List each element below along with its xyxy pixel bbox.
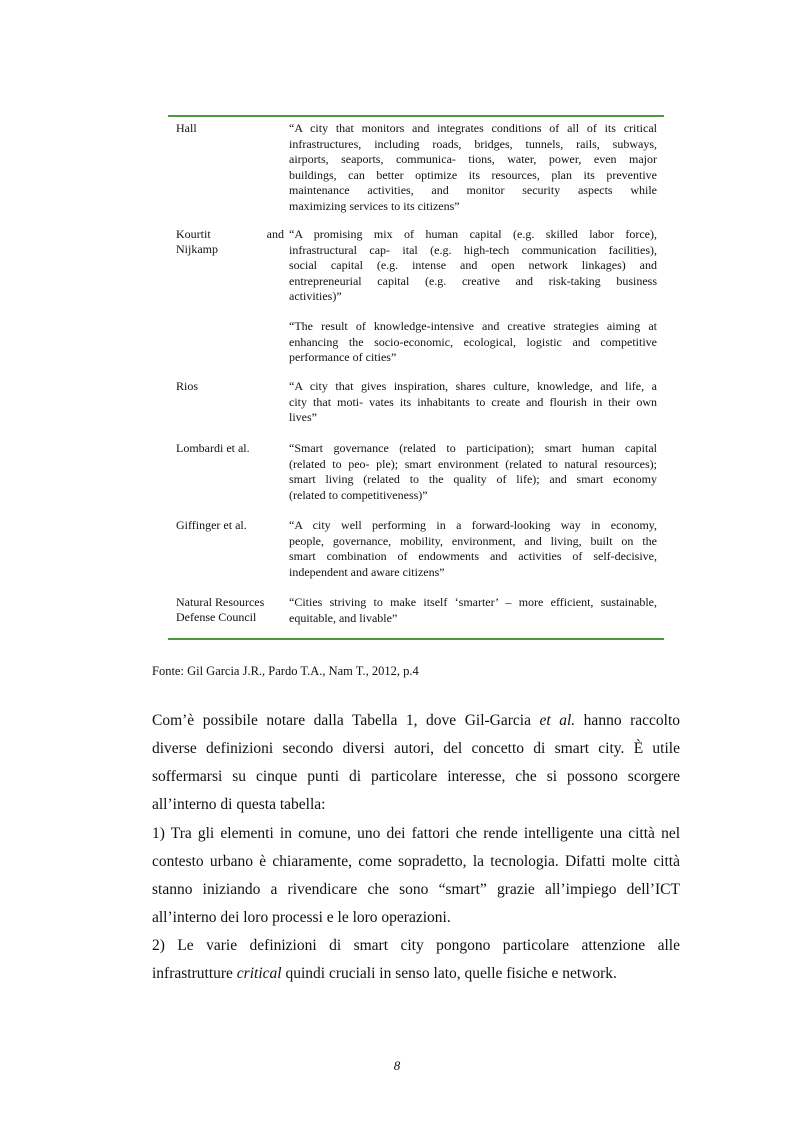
body-line: 1) Tra gli elementi in comune, uno dei fattori che rende intelligente una città nel (152, 825, 680, 842)
body-line: contesto urbano è chiaramente, come sopradetto, la tecnologia. Difatti molte città (152, 853, 680, 870)
author-cell: Lombardi et al. (176, 441, 250, 455)
definition-cell-secondary: “The result of knowledge-intensive and creative strategies aiming at enhancing the socio-economic, ecological, logistic and competitive performance of cities” (289, 319, 657, 365)
body-line: all’interno dei loro processi e le loro operazioni. (152, 909, 451, 926)
definition-cell: “Cities striving to make itself ‘smarter’ – more efficient, sustainable, equitable, and livable” (289, 595, 657, 625)
body-line: all’interno di questa tabella: (152, 796, 326, 813)
table-source-caption: Fonte: Gil Garcia J.R., Pardo T.A., Nam T., 2012, p.4 (152, 664, 419, 678)
author-cell: Hall (176, 121, 197, 135)
definition-cell: “Smart governance (related to participation); smart human capital (related to peo- ple); smart environment (related to natural resources); smart living (related to the quality of life); and smart economy (related to competitiveness)” (289, 441, 657, 502)
body-line: 2) Le varie definizioni di smart city pongono particolare attenzione alle (152, 937, 680, 954)
body-line: diverse definizioni secondo diversi autori, del concetto di smart city. È utile (152, 740, 680, 757)
definition-cell: “A city that monitors and integrates conditions of all of its critical infrastructures, including roads, bridges, tunnels, rails, subways, airports, seaports, communica- tions, water, power, even major buildings, can better optimize its resources, plan its preventive maintenance activities, and monitor security aspects while maximizing services to its citizens” (289, 121, 657, 213)
definition-cell: “A city well performing in a forward-looking way in economy, people, governance, mobility, environment, and living, built on the smart combination of endowments and activities of self-decisive, independent and aware citizens” (289, 518, 657, 579)
definition-cell: “A promising mix of human capital (e.g. skilled labor force), infrastructural cap- ital (e.g. high-tech communication facilities), social capital (e.g. intense and open network linkages) and entrepreneurial capital (e.g. creative and risk-taking business activities)” (289, 227, 657, 304)
body-line: Com’è possibile notare dalla Tabella 1, dove Gil-Garcia et al. hanno raccolto (152, 712, 681, 729)
definitions-table (168, 115, 664, 640)
body-line: stanno iniziando a rivendicare che sono “smart” grazie all’impiego dell’ICT (152, 881, 680, 898)
author-cell: Giffinger et al. (176, 518, 247, 532)
body-line: soffermarsi su cinque punti di particolare interesse, che si possono scorgere (152, 768, 680, 785)
definition-cell: “A city that gives inspiration, shares culture, knowledge, and life, a city that moti- vates its inhabitants to create and flourish in their own lives” (289, 379, 657, 425)
emphasis: critical (236, 965, 282, 982)
author-cell: Kourtit and Nijkamp (176, 227, 284, 257)
emphasis: et al. (539, 712, 576, 729)
author-cell: Natural Resources Defense Council (176, 595, 265, 625)
author-cell: Rios (176, 379, 199, 393)
page-number: 8 (393, 1058, 401, 1073)
body-line: infrastrutture critical quindi cruciali in senso lato, quelle fisiche e network. (152, 965, 617, 982)
